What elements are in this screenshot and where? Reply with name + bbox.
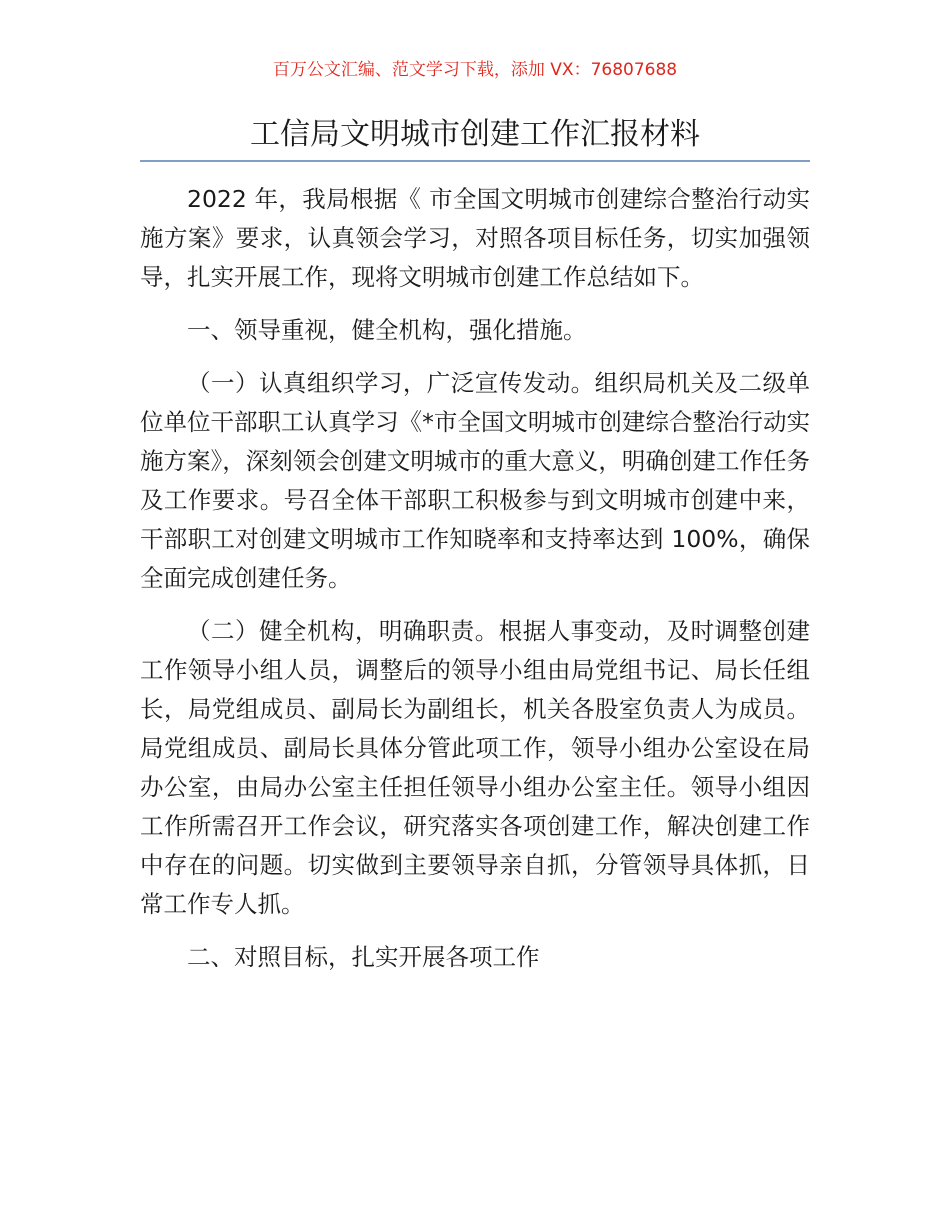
subsection-paragraph-1: （一）认真组织学习，广泛宣传发动。组织局机关及二级单位单位干部职工认真学习《*市全国文明城市创建综合整治行动实施方案》，深刻领会创建文明城市的重大意义，明确创建工作任务及工作要求。号召全体干部职工积极参与到文明城市创建中来，干部职工对创建文明城市工作知晓率和支持率达到 100%，确保全面完成创建任务。 — [140, 369, 810, 592]
section-heading-1: 一、领导重视，健全机构，强化措施。 — [187, 316, 587, 344]
document-title: 工信局文明城市创建工作汇报材料 — [250, 117, 700, 152]
header-note: 百万公文汇编、范文学习下载，添加 VX：76807688 — [272, 60, 678, 80]
intro-paragraph: 2022 年，我局根据《 市全国文明城市创建综合整治行动实施方案》要求，认真领会学习，对照各项目标任务，切实加强领导，扎实开展工作，现将文明城市创建工作总结如下。 — [140, 185, 810, 291]
section-heading-2: 二、对照目标，扎实开展各项工作 — [187, 943, 540, 971]
document-body — [140, 180, 810, 991]
title-divider — [140, 160, 810, 162]
subsection-paragraph-2: （二）健全机构，明确职责。根据人事变动，及时调整创建工作领导小组人员，调整后的领导小组由局党组书记、局长任组长，局党组成员、副局长为副组长，机关各股室负责人为成员。局党组成员、副局长具体分管此项工作，领导小组办公室设在局办公室，由局办公室主任担任领导小组办公室主任。领导小组因工作所需召开工作会议，研究落实各项创建工作，解决创建工作中存在的问题。切实做到主要领导亲自抓，分管领导具体抓，日常工作专人抓。 — [140, 617, 810, 918]
